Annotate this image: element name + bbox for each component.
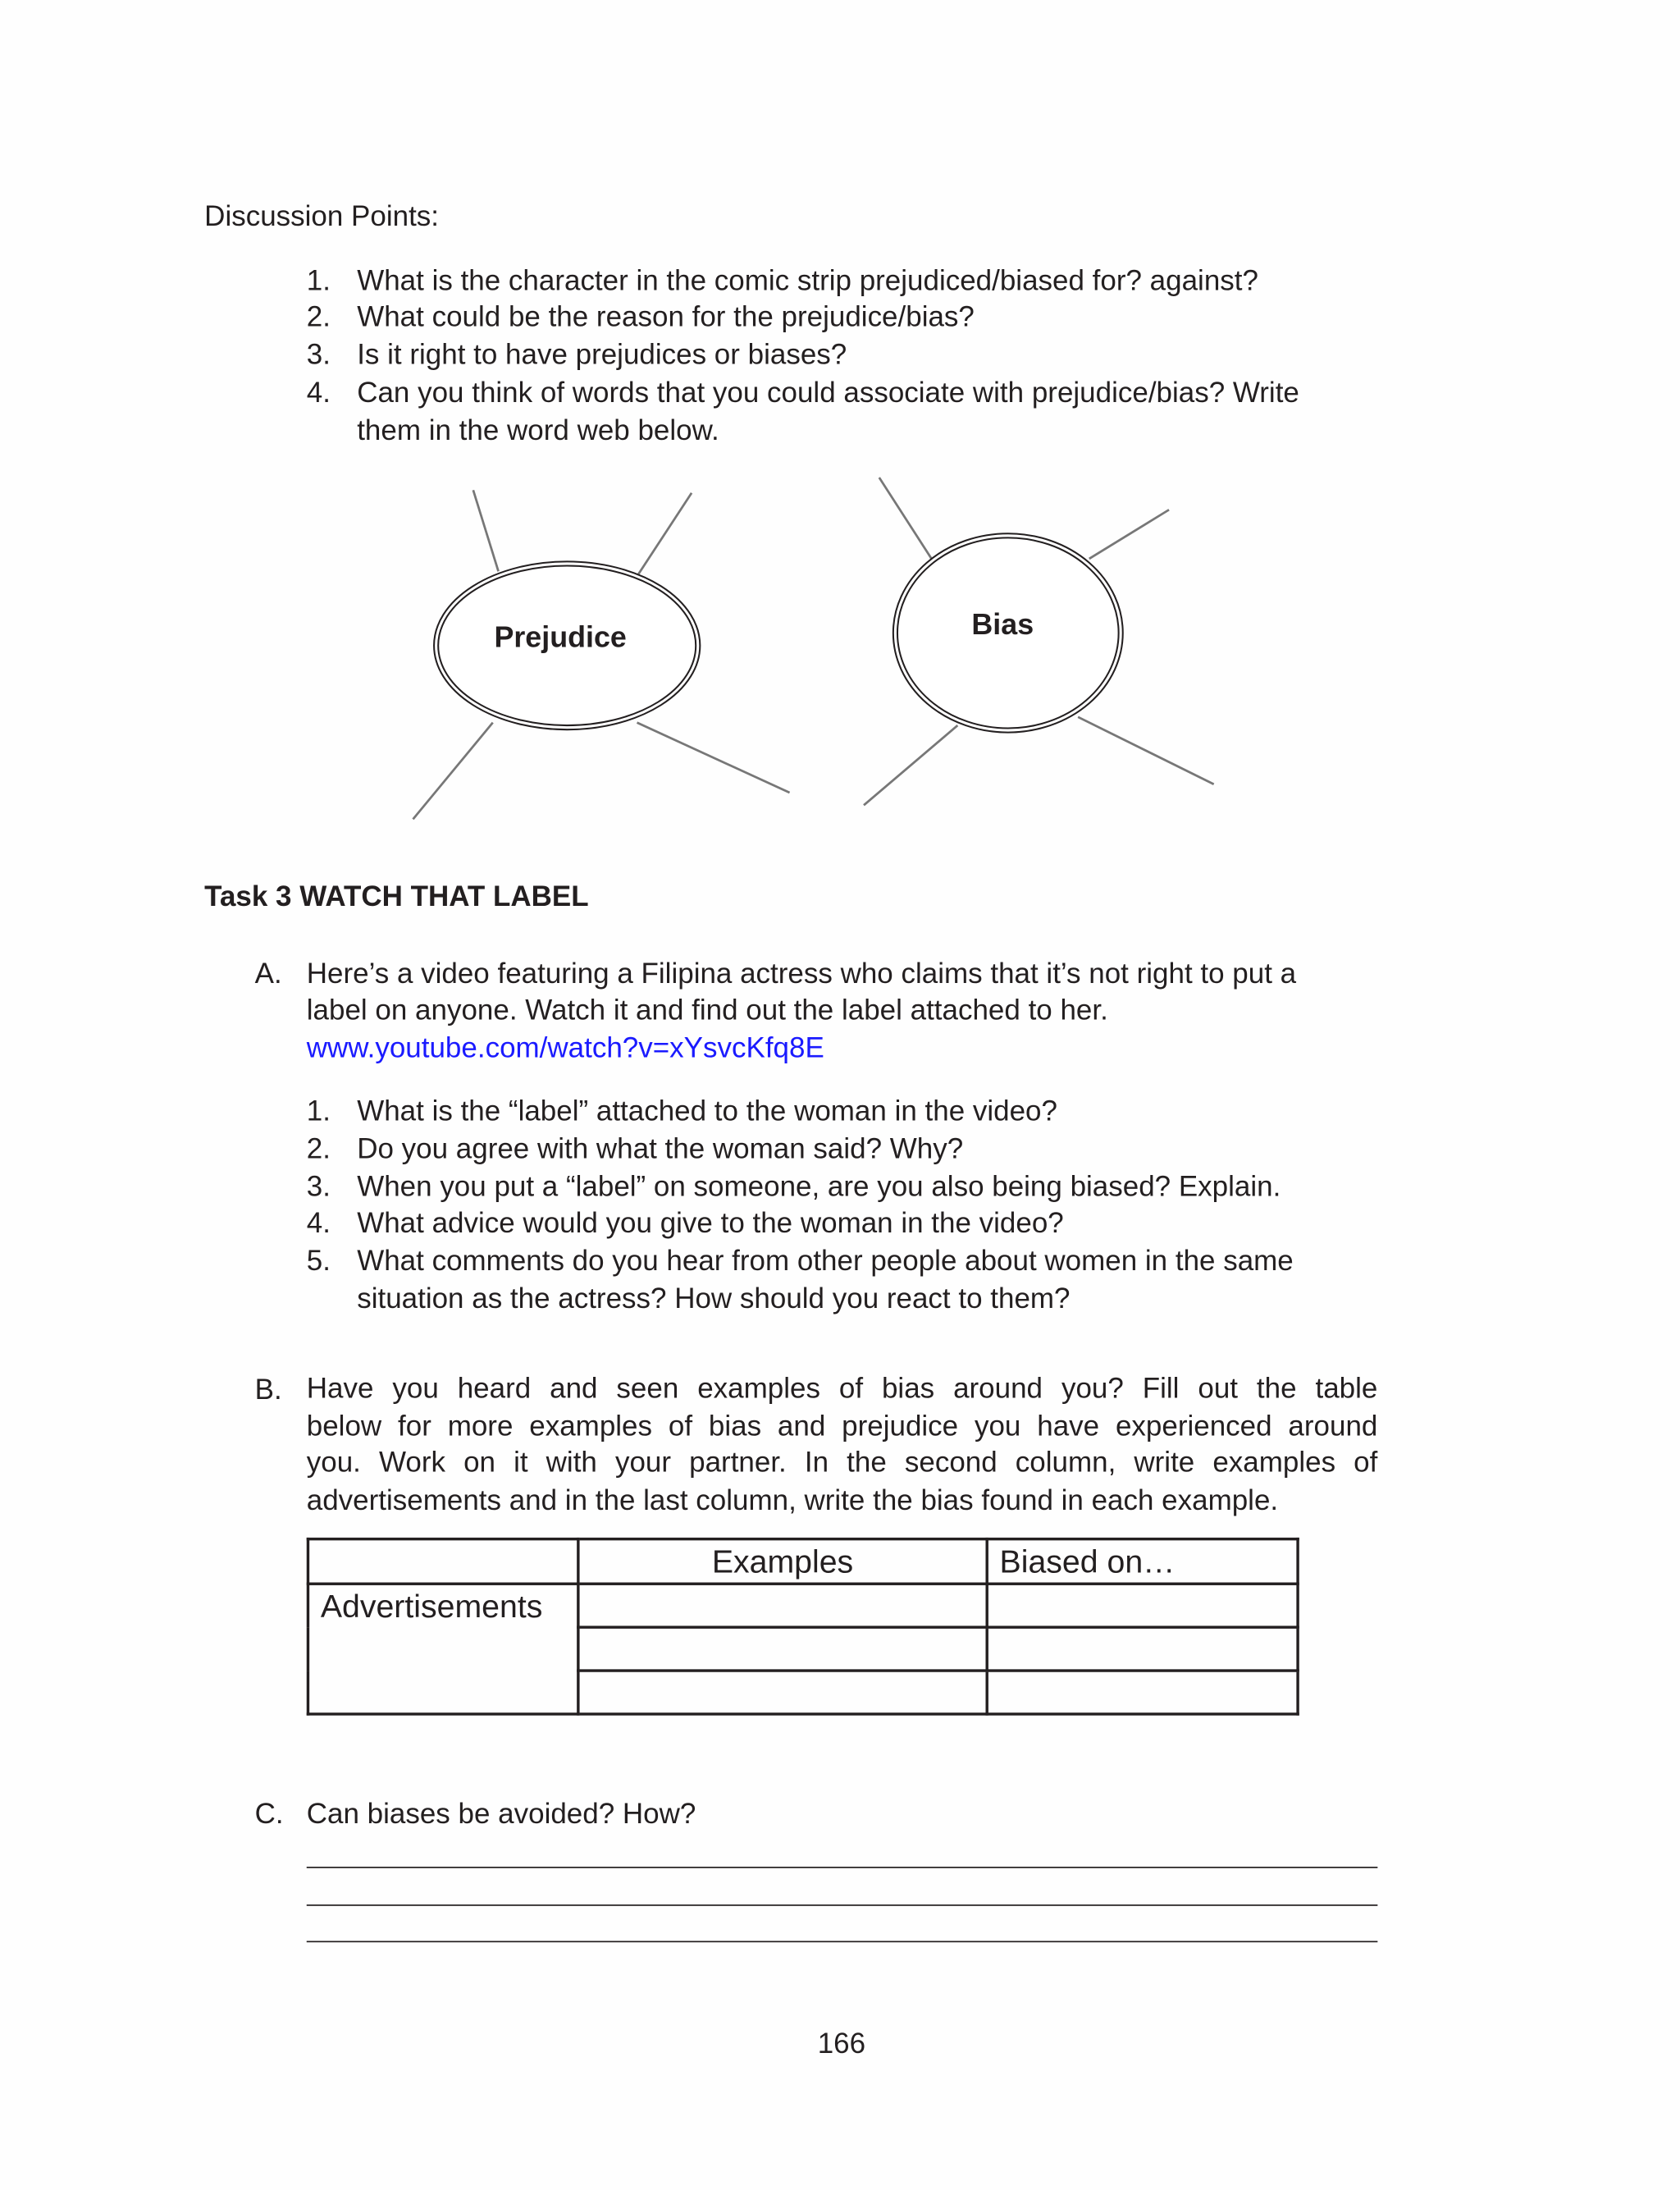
list-item: What advice would you give to the woman in the video? (357, 1207, 1064, 1240)
paragraph-line: you. Work on it with your partner. In the second column, write examples of (306, 1447, 1378, 1479)
table-header-row (308, 1539, 1298, 1584)
video-link[interactable]: www.youtube.com/watch?v=xYsvcKfq8E (306, 1031, 824, 1065)
list-item: Is it right to have prejudices or biases? (357, 339, 847, 372)
section-a-text: Here’s a video featuring a Filipina actress who claims that it’s not right to put a (306, 958, 1297, 990)
section-c-question: Can biases be avoided? How? (306, 1798, 696, 1831)
prejudice-label: Prejudice (494, 621, 627, 655)
task-heading: Task 3 WATCH THAT LABEL (204, 880, 589, 913)
list-item-continued: situation as the actress? How should you react to them? (357, 1282, 1071, 1315)
section-letter: C. (254, 1798, 284, 1831)
header-cell (308, 1539, 578, 1584)
list-item: Can you think of words that you could associate with prejudice/bias? Write (357, 377, 1299, 409)
paragraph-line: Have you heard and seen examples of bias around you? Fill out the table (306, 1372, 1378, 1405)
web-line (879, 478, 933, 560)
web-line (413, 723, 492, 820)
list-number: 4. (306, 1207, 331, 1240)
list-number: 4. (306, 377, 331, 409)
section-letter: B. (254, 1374, 282, 1406)
section-b-text (307, 1371, 1378, 1520)
answer-line[interactable] (307, 1867, 1378, 1868)
paragraph-line: advertisements and in the last column, write the bias found in each example. (306, 1484, 1279, 1517)
table-row (308, 1584, 1298, 1627)
web-line (473, 490, 499, 571)
word-web-diagram (0, 0, 1680, 868)
section-a-text: label on anyone. Watch it and find out the label attached to her. (306, 994, 1108, 1026)
list-number: 1. (306, 264, 331, 297)
list-number: 3. (306, 339, 331, 372)
list-item: What is the character in the comic strip prejudiced/biased for? against? (357, 264, 1258, 297)
paragraph-line: below for more examples of bias and prejudice you have experienced around (306, 1410, 1378, 1442)
examples-cell[interactable] (578, 1584, 987, 1627)
list-item-continued: them in the word web below. (357, 414, 719, 447)
list-item: When you put a “label” on someone, are you also being biased? Explain. (357, 1170, 1281, 1204)
web-line (637, 723, 790, 793)
header-biased-on: Biased on… (987, 1539, 1298, 1584)
list-item: What could be the reason for the prejudice/bias? (357, 300, 975, 334)
discussion-heading: Discussion Points: (204, 200, 440, 233)
web-line (864, 725, 957, 805)
biased-on-cell[interactable] (987, 1671, 1298, 1714)
web-line (1078, 717, 1214, 784)
list-number: 5. (306, 1245, 331, 1278)
list-number: 1. (306, 1095, 331, 1127)
examples-cell[interactable] (578, 1671, 987, 1714)
list-item: What comments do you hear from other people about women in the same (357, 1245, 1294, 1278)
bias-label: Bias (971, 609, 1034, 642)
web-line (1089, 510, 1169, 559)
list-item: Do you agree with what the woman said? Why? (357, 1132, 964, 1165)
header-examples: Examples (578, 1539, 987, 1584)
web-line (638, 493, 692, 574)
list-number: 2. (306, 1132, 331, 1165)
bias-table (307, 1538, 1299, 1716)
page-number: 166 (817, 2028, 866, 2060)
biased-on-cell[interactable] (987, 1584, 1298, 1627)
section-letter: A. (254, 958, 282, 990)
list-item: What is the “label” attached to the woman in the video? (357, 1095, 1057, 1127)
list-number: 2. (306, 300, 331, 334)
answer-line[interactable] (307, 1941, 1378, 1942)
row-label-advertisements: Advertisements (308, 1584, 578, 1714)
list-number: 3. (306, 1170, 331, 1204)
answer-line[interactable] (307, 1904, 1378, 1906)
biased-on-cell[interactable] (987, 1627, 1298, 1671)
examples-cell[interactable] (578, 1627, 987, 1671)
